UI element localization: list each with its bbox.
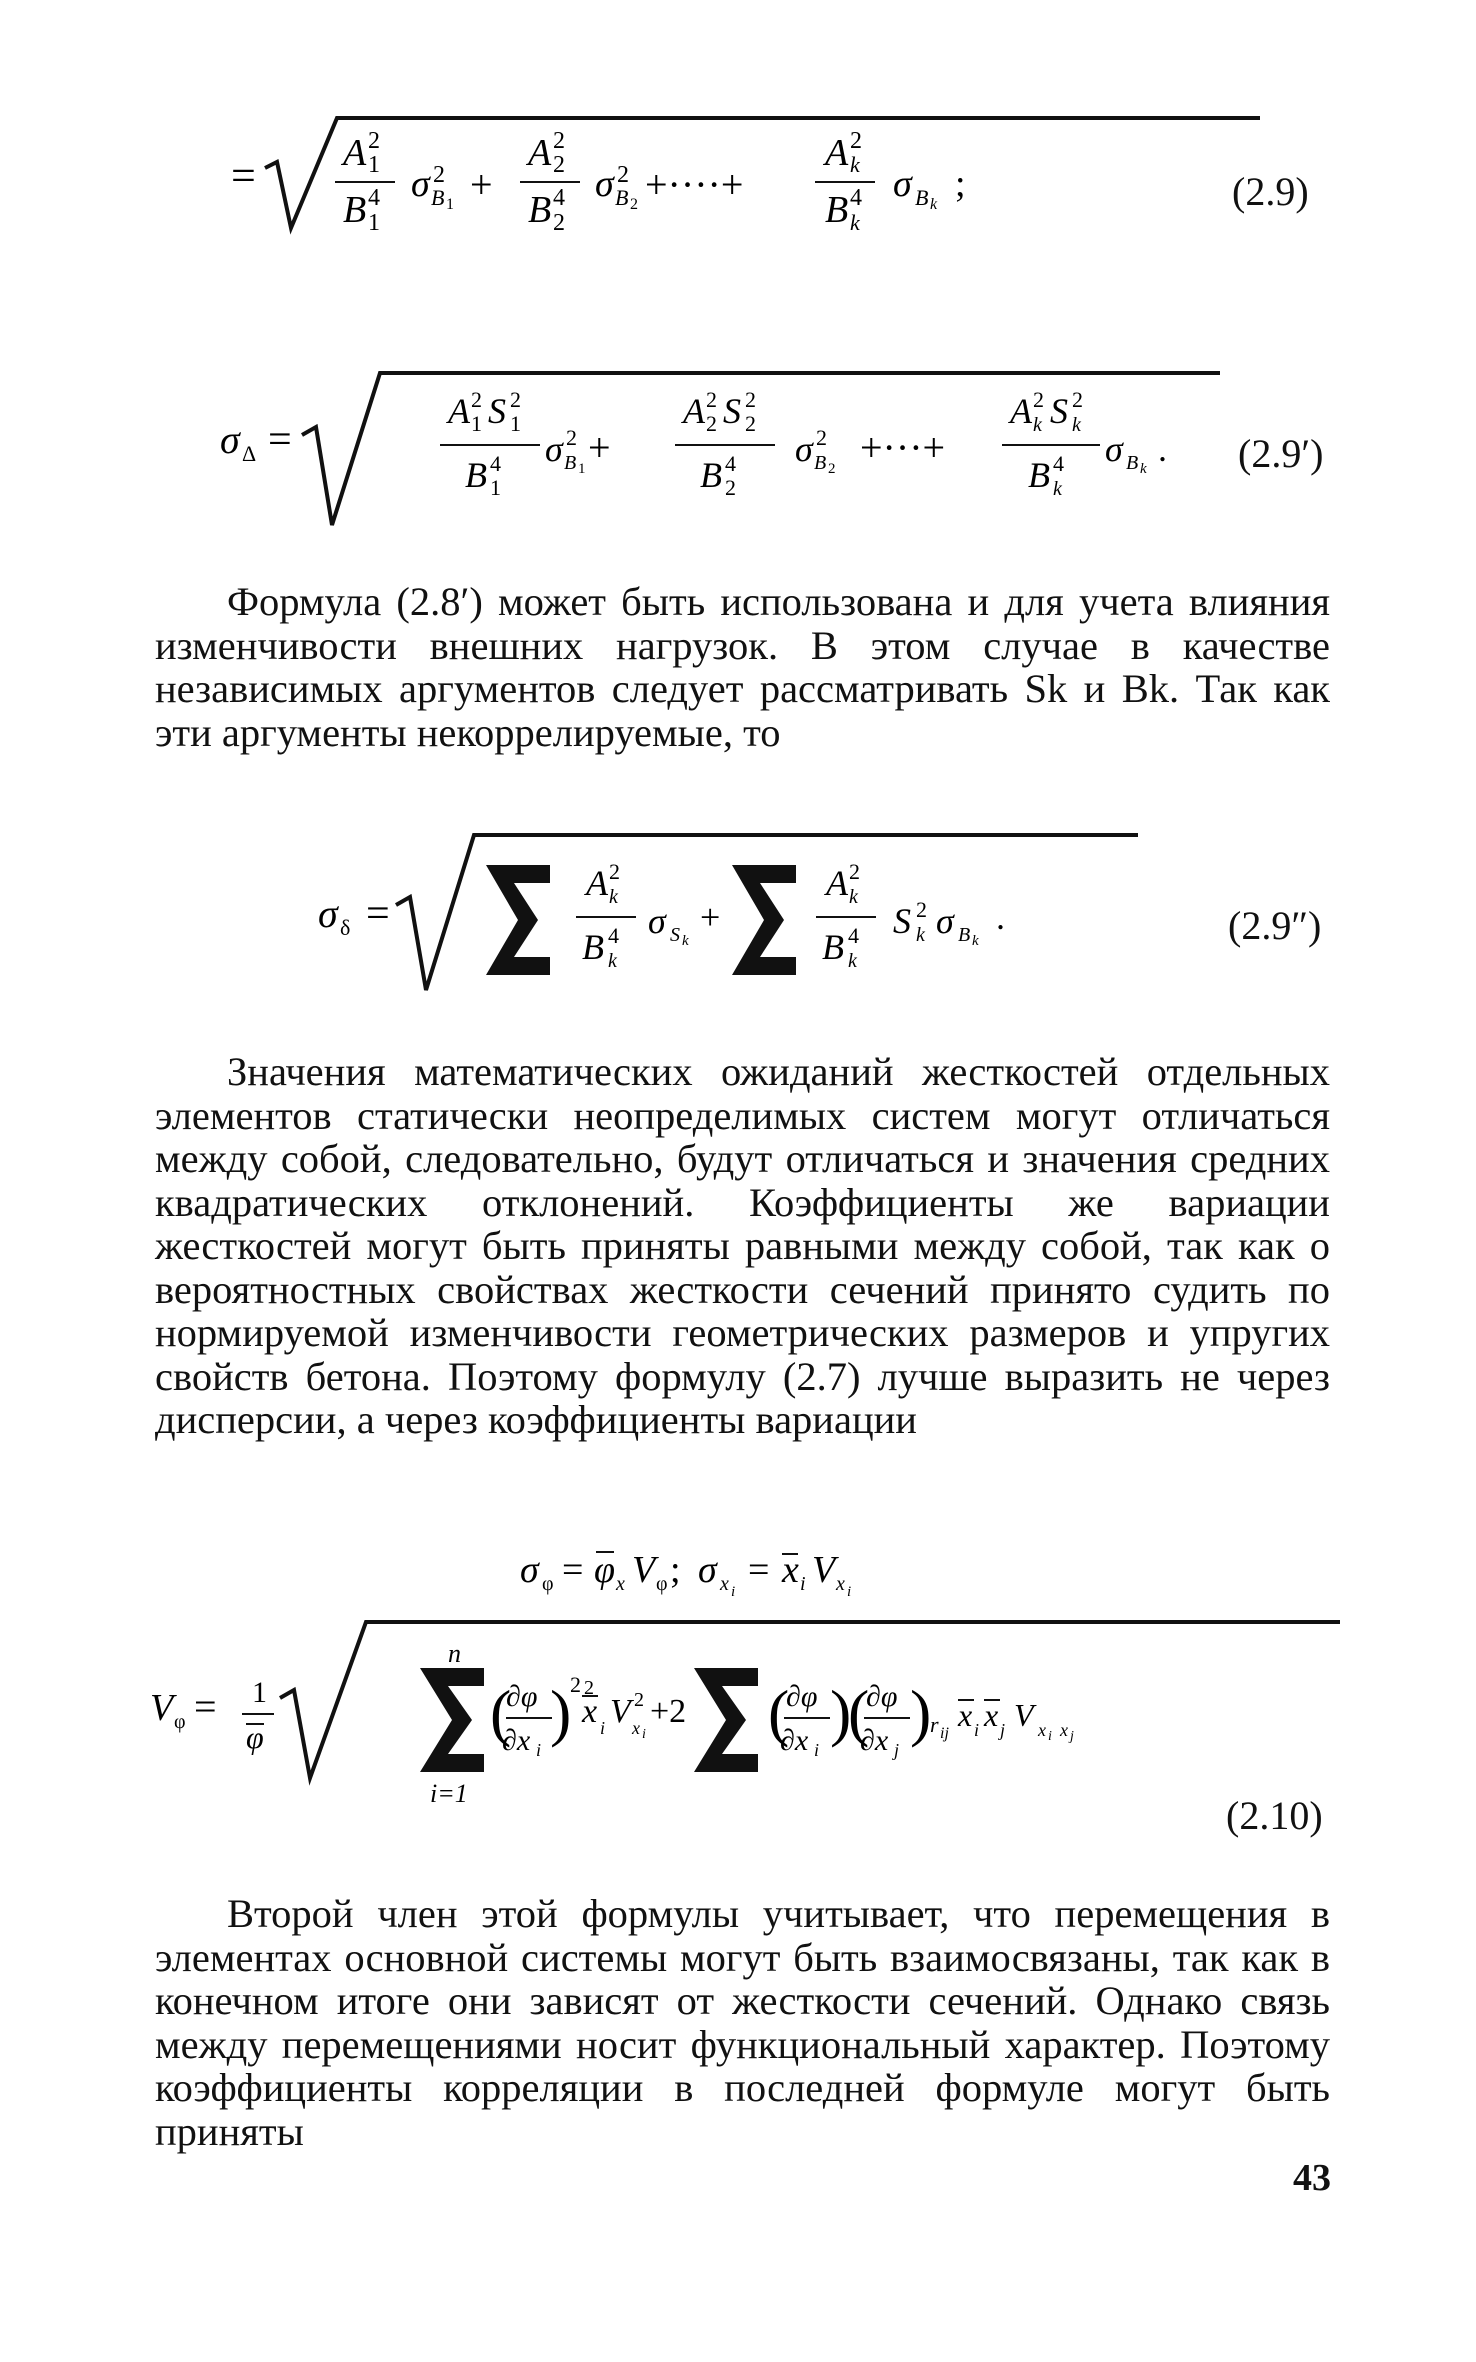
equation-number-2-9: (2.9) — [1232, 169, 1309, 214]
sum-sign-icon — [420, 1668, 484, 1772]
svg-text:x: x — [720, 1573, 729, 1595]
svg-text:δ: δ — [340, 915, 351, 940]
svg-text:σ: σ — [411, 163, 430, 205]
svg-text:2: 2 — [553, 128, 565, 154]
svg-text:4: 4 — [368, 185, 380, 211]
svg-text:σ: σ — [595, 163, 614, 205]
svg-text:k: k — [1053, 478, 1062, 500]
svg-text:V: V — [150, 1687, 174, 1729]
svg-text:k: k — [682, 933, 689, 949]
svg-text:2: 2 — [510, 387, 521, 412]
equation-2-9 — [225, 110, 1345, 250]
svg-text:∂x: ∂x — [860, 1724, 889, 1757]
svg-text:(: ( — [768, 1677, 790, 1748]
svg-text:x: x — [632, 1718, 640, 1738]
svg-text:k: k — [930, 196, 938, 213]
svg-text:2: 2 — [630, 196, 638, 213]
svg-text:4: 4 — [608, 923, 619, 948]
svg-text:B: B — [814, 452, 827, 474]
svg-text:r: r — [930, 1712, 939, 1737]
svg-text:B: B — [564, 452, 577, 474]
svg-text:1: 1 — [368, 152, 380, 178]
sum-sign-icon — [486, 865, 550, 975]
svg-text:): ) — [830, 1677, 852, 1748]
svg-text:A: A — [528, 132, 552, 174]
svg-text:=: = — [748, 1549, 770, 1591]
paragraph-2-text: Значения математических ожиданий жесткостей отдельных элементов статически неопределимых систем могут отличаться между собой, следовательно, будут отличаться и значения средних квадратических отклонений. Коэффициенты же вариации жесткостей могут быть приняты равными между собой, так как о вероятностных свойствах жесткости сечений принято судить по нормируемой изменчивости геометрических размеров и упругих свойств бетона. Поэтому формулу (2.7) лучше выразить не через дисперсии, а через коэффициенты вариации — [155, 1049, 1330, 1442]
svg-text:B: B — [615, 185, 629, 210]
svg-text:σ: σ — [545, 429, 563, 469]
svg-text:4: 4 — [848, 923, 859, 948]
svg-text:2: 2 — [850, 128, 862, 154]
svg-text:x: x — [1060, 1720, 1068, 1740]
svg-text:B: B — [700, 455, 722, 495]
svg-text:B: B — [1126, 452, 1139, 474]
svg-text:4: 4 — [490, 451, 501, 476]
svg-text:2: 2 — [368, 128, 380, 154]
svg-text:V: V — [610, 1693, 631, 1730]
svg-text:k: k — [850, 210, 860, 235]
svg-text:2: 2 — [566, 425, 577, 450]
svg-text:=: = — [366, 891, 390, 937]
svg-text:B: B — [465, 455, 487, 495]
svg-text:n: n — [448, 1639, 461, 1668]
svg-text:1: 1 — [490, 475, 501, 500]
svg-text:2: 2 — [617, 162, 629, 188]
svg-text:+····+: +····+ — [645, 162, 744, 207]
svg-text:4: 4 — [850, 185, 862, 211]
equation-number-2-10: (2.10) — [1226, 1793, 1323, 1838]
svg-text:1: 1 — [446, 196, 454, 213]
svg-text:φ: φ — [174, 1711, 186, 1733]
svg-text:i: i — [800, 1573, 806, 1595]
svg-text:1: 1 — [471, 411, 482, 436]
svg-text:2: 2 — [745, 387, 756, 412]
eq-2-9-equals: = — [231, 151, 256, 200]
svg-text:∂x: ∂x — [780, 1724, 809, 1757]
svg-text:A: A — [683, 391, 705, 431]
svg-text:φ: φ — [594, 1549, 616, 1591]
svg-text:x: x — [984, 1697, 999, 1733]
svg-text:σ: σ — [1105, 429, 1123, 469]
equation-2-9-graphic — [225, 110, 1345, 250]
svg-text:B: B — [582, 927, 604, 967]
svg-text:S: S — [893, 901, 911, 941]
svg-text:2: 2 — [471, 387, 482, 412]
svg-text:k: k — [1140, 461, 1147, 477]
svg-text:A: A — [448, 391, 470, 431]
svg-text:4: 4 — [1053, 451, 1064, 476]
svg-text:2: 2 — [706, 387, 717, 412]
svg-text:x: x — [1038, 1720, 1046, 1740]
svg-text:=: = — [268, 417, 292, 463]
svg-text:2: 2 — [570, 1672, 581, 1697]
svg-text:(: ( — [490, 1677, 512, 1748]
svg-text:4: 4 — [725, 451, 736, 476]
svg-text:2: 2 — [706, 411, 717, 436]
svg-text:A: A — [1010, 391, 1032, 431]
svg-text:∂φ: ∂φ — [866, 1680, 898, 1713]
svg-text:2: 2 — [584, 1677, 594, 1699]
svg-text:2: 2 — [1072, 387, 1083, 412]
svg-text:x: x — [582, 1693, 598, 1730]
svg-text:x: x — [836, 1573, 845, 1595]
svg-text:x: x — [782, 1549, 799, 1591]
paragraph-2 — [155, 1050, 1330, 1442]
svg-text:B: B — [431, 185, 445, 210]
svg-text:2: 2 — [745, 411, 756, 436]
svg-text:B: B — [1028, 455, 1050, 495]
svg-text:∂x: ∂x — [502, 1724, 531, 1757]
svg-text:B: B — [825, 189, 849, 231]
svg-text:B: B — [343, 189, 367, 231]
svg-text:2: 2 — [553, 210, 565, 236]
svg-text:i: i — [536, 1740, 542, 1760]
equation-2-9-prime-graphic — [220, 365, 1350, 535]
svg-text:2: 2 — [849, 859, 860, 884]
svg-text:1: 1 — [252, 1676, 267, 1709]
svg-text:+···+: +···+ — [860, 425, 946, 470]
equation-2-9-double-prime-graphic — [318, 825, 1358, 1000]
svg-text:1: 1 — [510, 411, 521, 436]
svg-text:=: = — [194, 1684, 217, 1729]
svg-text:i: i — [600, 1718, 606, 1738]
svg-text:k: k — [849, 886, 858, 908]
svg-text:k: k — [848, 950, 857, 972]
svg-text:;: ; — [955, 163, 966, 205]
svg-text:2: 2 — [828, 461, 836, 477]
svg-text:σ: σ — [698, 1549, 717, 1591]
svg-text:i=1: i=1 — [430, 1779, 468, 1808]
svg-text:Δ: Δ — [242, 441, 257, 466]
svg-text:σ: σ — [318, 891, 338, 936]
svg-text:k: k — [1072, 414, 1081, 436]
svg-text:σ: σ — [795, 429, 813, 469]
svg-text:(: ( — [848, 1677, 870, 1748]
svg-text:2: 2 — [634, 1689, 644, 1711]
paragraph-1-text: Формула (2.8′) может быть использована и для учета влияния изменчивости внешних нагрузок. В этом случае в качестве независимых аргументов следует рассматривать Sk и Bk. Так как эти аргументы некоррелируемые, то — [155, 579, 1330, 755]
equation-number-2-9-double-prime: (2.9″) — [1228, 903, 1322, 948]
svg-text:A: A — [826, 863, 848, 903]
svg-text:;: ; — [670, 1549, 681, 1591]
svg-text:2: 2 — [433, 162, 445, 188]
svg-text:2: 2 — [725, 475, 736, 500]
svg-text:=: = — [562, 1549, 584, 1591]
svg-text:4: 4 — [553, 185, 565, 211]
svg-text:i: i — [642, 1727, 646, 1742]
equation-2-9-double-prime — [318, 825, 1358, 1000]
svg-text:+2: +2 — [650, 1693, 687, 1730]
svg-text:j: j — [894, 1740, 900, 1760]
svg-text:σ: σ — [520, 1549, 539, 1591]
equation-sigma-phi-graphic — [520, 1540, 1020, 1600]
svg-text:): ) — [550, 1677, 572, 1748]
paragraph-3 — [155, 1892, 1330, 2153]
equation-sigma-phi — [520, 1540, 1020, 1600]
svg-text:x: x — [616, 1573, 625, 1595]
svg-text:A: A — [825, 132, 849, 174]
svg-text:S: S — [1050, 391, 1068, 431]
sum-sign-icon — [694, 1668, 758, 1772]
svg-text:1: 1 — [368, 210, 380, 236]
svg-text:.: . — [1158, 429, 1167, 469]
svg-text:k: k — [916, 924, 925, 946]
svg-text:+: + — [700, 897, 721, 937]
svg-text:B: B — [528, 189, 552, 231]
svg-text:A: A — [343, 132, 367, 174]
svg-text:i: i — [1048, 1729, 1052, 1744]
paragraph-3-text: Второй член этой формулы учитывает, что перемещения в элементах основной системы могут быть взаимосвязаны, так как в конечном итоге они зависят от жесткости сечений. Однако связь между перемещениями носит функциональный характер. Поэтому коэффициенты корреляции в последней формуле могут быть приняты — [155, 1891, 1330, 2154]
svg-text:A: A — [586, 863, 608, 903]
svg-text:1: 1 — [578, 461, 586, 477]
svg-text:): ) — [910, 1677, 932, 1748]
svg-text:k: k — [609, 886, 618, 908]
svg-text:x: x — [958, 1697, 973, 1733]
svg-text:2: 2 — [553, 152, 565, 178]
equation-2-10 — [150, 1610, 1350, 1810]
svg-text:∂φ: ∂φ — [506, 1680, 538, 1713]
svg-text:i: i — [974, 1720, 980, 1740]
page-number: 43 — [1293, 2157, 1331, 2199]
eq-2-9p-lhs: σ — [220, 417, 240, 462]
svg-text:S: S — [723, 391, 741, 431]
svg-text:j: j — [1000, 1720, 1006, 1740]
svg-text:j: j — [1070, 1729, 1074, 1744]
svg-text:.: . — [996, 897, 1005, 937]
svg-text:i: i — [731, 1584, 736, 1600]
equation-2-10-graphic — [150, 1610, 1350, 1810]
svg-text:V: V — [632, 1549, 656, 1591]
svg-text:2: 2 — [916, 897, 927, 922]
svg-text:σ: σ — [893, 163, 912, 205]
svg-text:ij: ij — [940, 1725, 949, 1742]
svg-text:B: B — [958, 924, 971, 946]
equation-2-9-prime — [220, 365, 1350, 535]
svg-text:i: i — [847, 1584, 852, 1600]
svg-text:σ: σ — [936, 901, 954, 941]
svg-text:σ: σ — [648, 901, 666, 941]
svg-text:k: k — [972, 933, 979, 949]
svg-text:φ: φ — [542, 1573, 554, 1595]
svg-text:+: + — [470, 162, 493, 207]
svg-text:k: k — [608, 950, 617, 972]
svg-text:2: 2 — [1033, 387, 1044, 412]
svg-text:S: S — [670, 924, 680, 946]
svg-text:B: B — [915, 185, 929, 210]
svg-text:V: V — [812, 1549, 836, 1591]
svg-text:2: 2 — [609, 859, 620, 884]
svg-text:+: + — [588, 425, 611, 470]
svg-text:k: k — [850, 152, 860, 177]
svg-text:B: B — [822, 927, 844, 967]
svg-text:2: 2 — [816, 425, 827, 450]
svg-text:k: k — [1033, 414, 1042, 436]
svg-text:S: S — [488, 391, 506, 431]
svg-text:∂φ: ∂φ — [786, 1680, 818, 1713]
svg-text:i: i — [814, 1740, 820, 1760]
sum-sign-icon — [732, 865, 796, 975]
svg-text:φ: φ — [656, 1573, 668, 1595]
equation-number-2-9-prime: (2.9′) — [1238, 431, 1324, 476]
svg-text:V: V — [1014, 1697, 1034, 1733]
paragraph-1 — [155, 580, 1330, 754]
svg-text:φ: φ — [246, 1719, 264, 1755]
